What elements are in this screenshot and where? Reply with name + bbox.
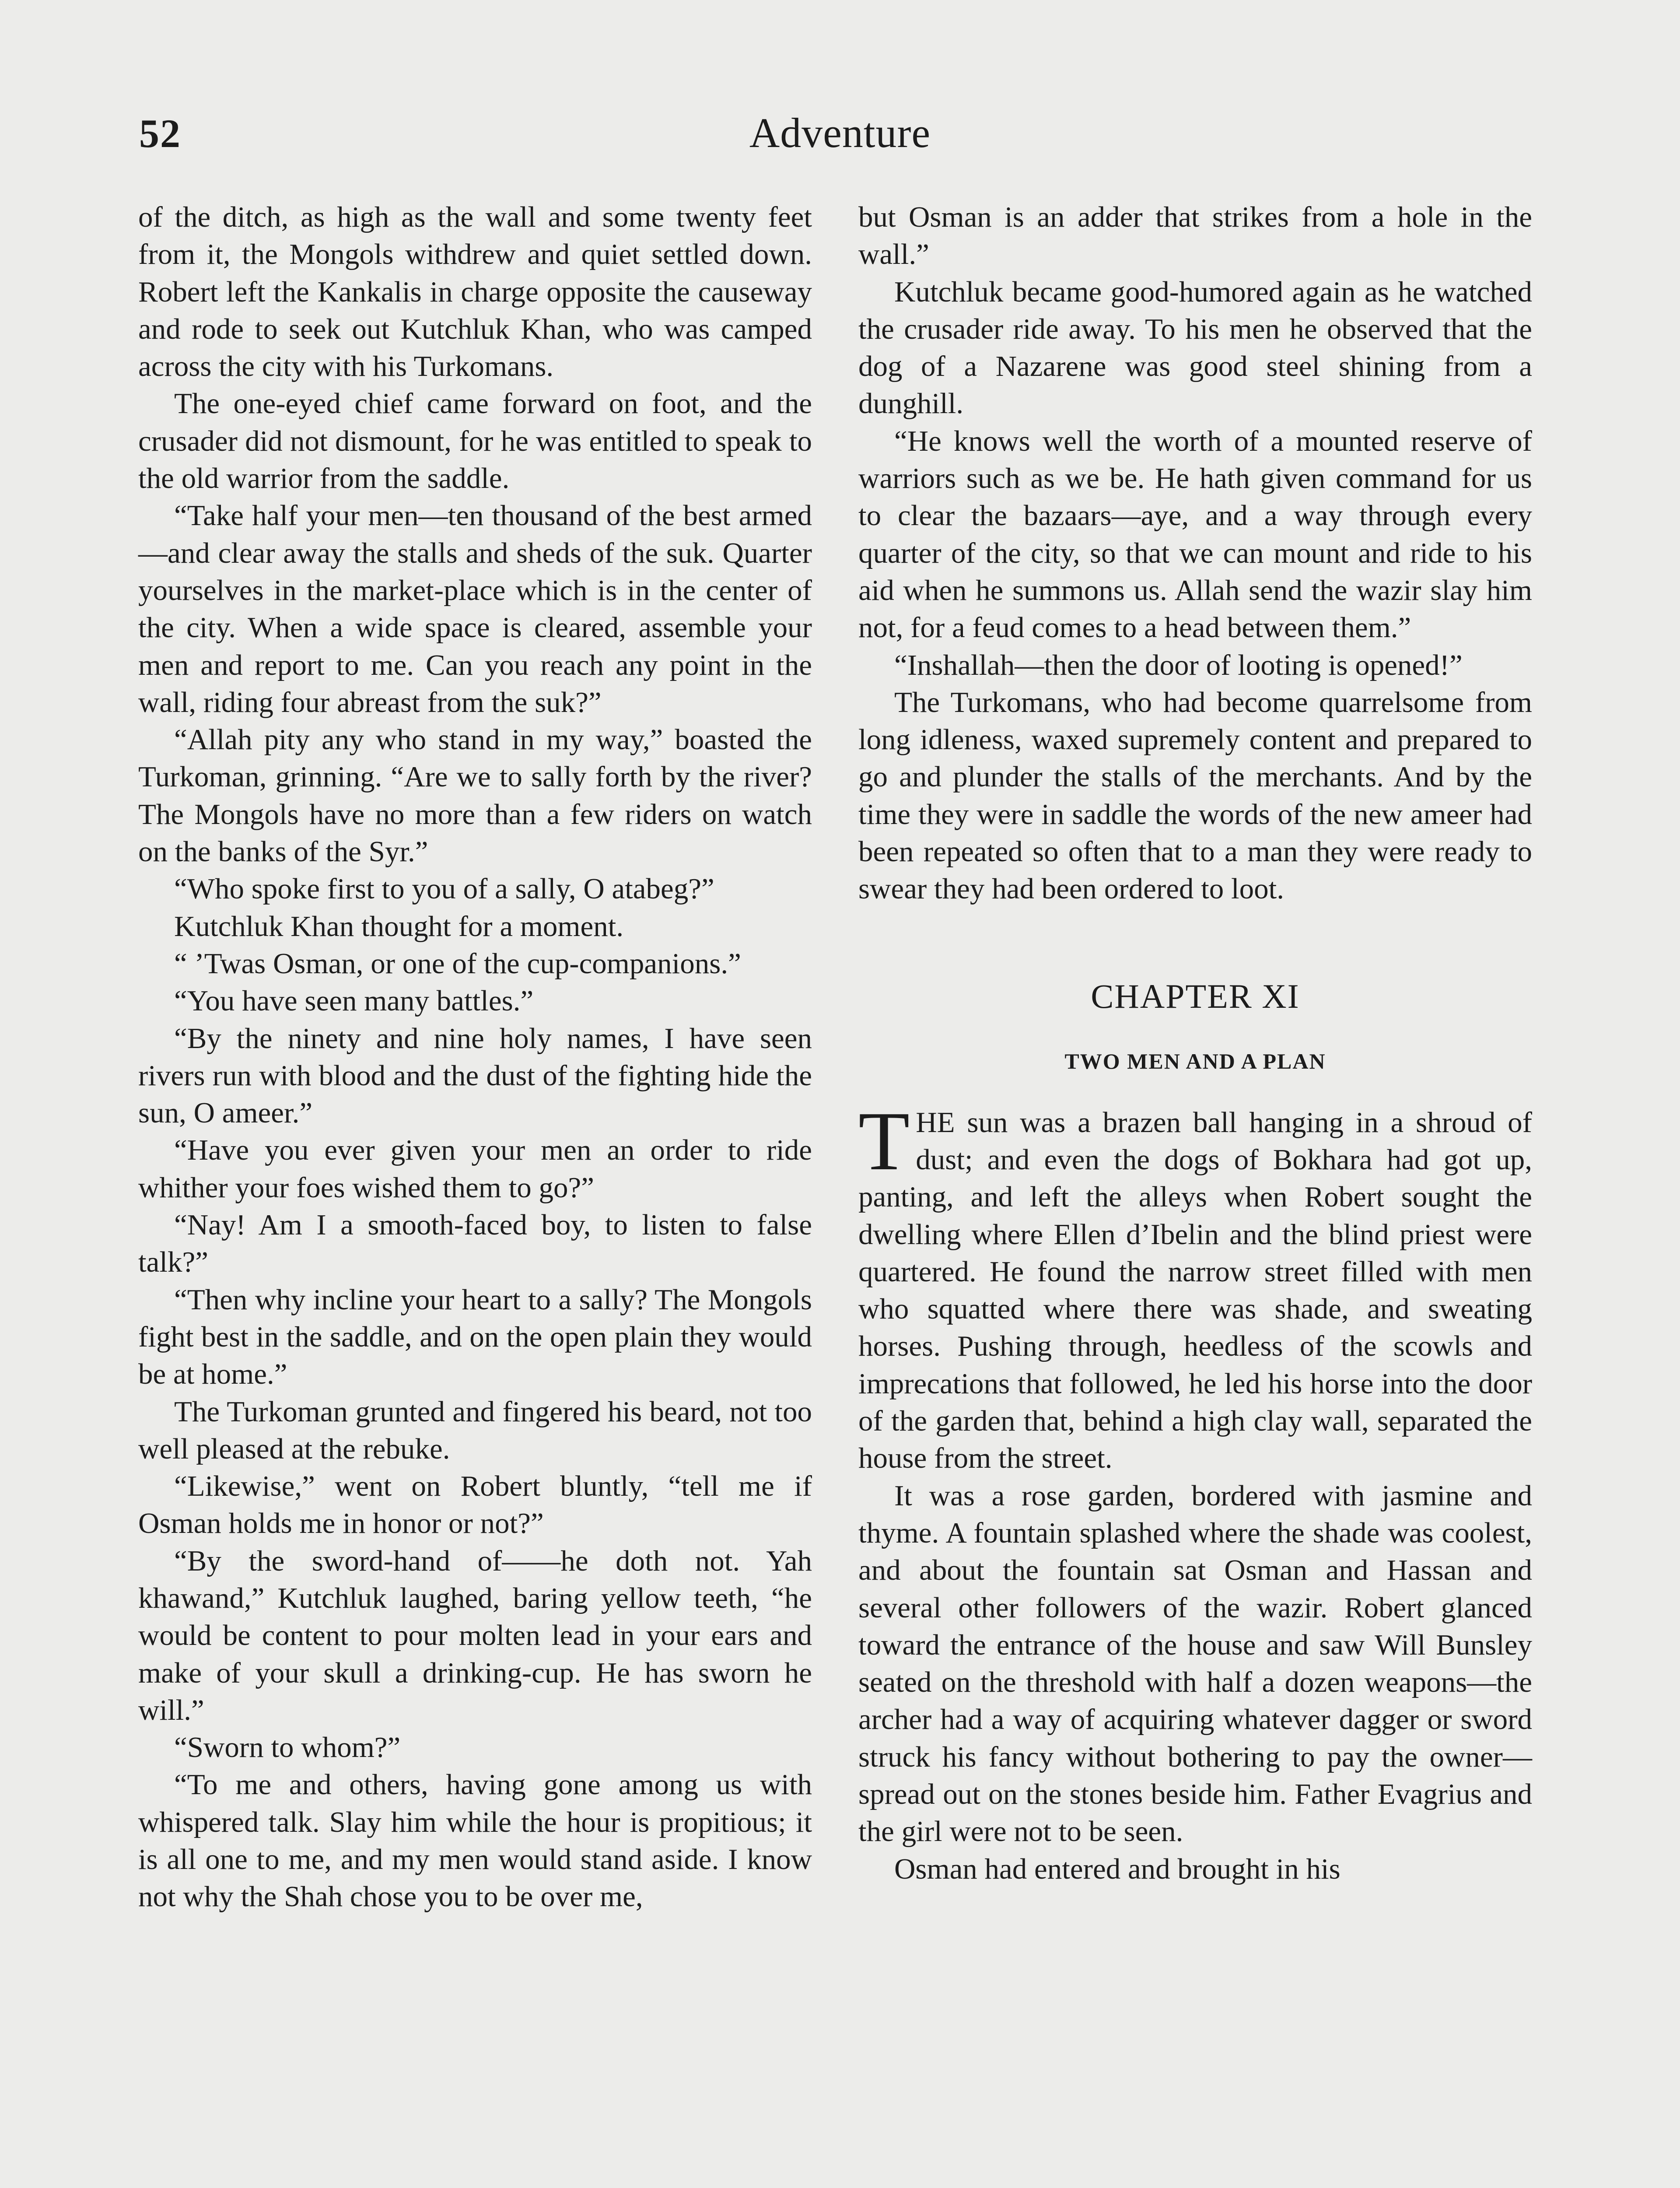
chapter-subtitle: TWO MEN AND A PLAN <box>1064 1048 1326 1073</box>
paragraph: The Turkoman grunted and fingered his beard, not too well pleased at the rebuke. <box>138 1395 812 1465</box>
paragraph: The one-eyed chief came forward on foot, and the crusader did not dismount, for he was entitled to speak to the old warrior from the saddle. <box>138 387 812 495</box>
chapter-body <box>858 1094 1532 1888</box>
chapter-title: CHAPTER XI <box>1091 977 1300 1015</box>
paragraph: Osman had entered and brought in his <box>894 1852 1340 1885</box>
paragraph: “Have you ever given your men an order to ride whither your foes wished them to go?” <box>138 1134 812 1204</box>
paragraph: Kutchluk became good-humored again as he watched the crusader ride away. To his men he observed that the dog of a Nazarene was good steel shining from a dunghill. <box>858 275 1532 420</box>
paragraph: “You have seen many battles.” <box>174 985 534 1017</box>
chapter-opening-paragraph <box>858 1094 1532 1477</box>
paragraph: but Osman is an adder that strikes from a hole in the wall.” <box>858 201 1532 271</box>
paragraph: “Who spoke first to you of a sally, O atabeg?” <box>174 873 714 905</box>
running-title: Adventure <box>749 109 931 156</box>
paragraph: “Nay! Am I a smooth-faced boy, to listen to false talk?” <box>138 1209 812 1279</box>
paragraph: “Inshallah—then the door of looting is opened!” <box>894 649 1463 681</box>
drop-cap: T <box>858 1094 910 1188</box>
paragraph: of the ditch, as high as the wall and some twenty feet from it, the Mongols withdrew and quiet settled down. Robert left the Kankalis in charge opposite the causeway and rode to seek out Kutchluk Khan, who was camped across the city with his Turkomans. <box>138 201 812 383</box>
paragraph: “By the sword-hand of——he doth not. Yah khawand,” Kutchluk laughed, baring yellow teeth, “he would be content to pour molten lead in your ears and make of your skull a drinking-cup. He has sworn he will.” <box>138 1544 812 1726</box>
paragraph: It was a rose garden, bordered with jasmine and thyme. A fountain splashed where the shade was coolest, and about the fountain sat Osman and Hassan and several other followers of the wazir. Robert glanced toward the entrance of the house and saw Will Bunsley seated on the threshold with half a dozen weapons—the archer had a way of acquiring whatever dagger or sword struck his fancy without bothering to pay the owner—spread out on the stones beside him. Father Evagrius and the girl were not to be seen. <box>858 1479 1532 1848</box>
paragraph: “ ’Twas Osman, or one of the cup-companions.” <box>174 947 741 980</box>
paragraph: “Allah pity any who stand in my way,” boasted the Turkoman, grinning. “Are we to sally forth by the river? The Mongols have no more than a few riders on watch on the banks of the Syr.” <box>138 723 812 868</box>
paragraph: Kutchluk Khan thought for a moment. <box>174 910 624 943</box>
right-column <box>858 199 1532 1888</box>
opening-text: HE sun was a brazen ball hanging in a shroud of dust; and even the dogs of Bokhara had got up, panting, and left the alleys when Robert sought the dwelling where Ellen d’Ibelin and the blind priest were quartered. He found the narrow street filled with men who squatted where there was shade, and sweating horses. Pushing through, heedless of the scowls and imprecations that followed, he led his horse into the door of the garden that, behind a high clay wall, separated the house from the street. <box>858 1106 1532 1475</box>
left-column <box>138 199 812 1916</box>
paragraph: “He knows well the worth of a mounted reserve of warriors such as we be. He hath given command for us to clear the bazaars—aye, and a way through every quarter of the city, so that we can mount and ride to his aid when he summons us. Allah send the wazir slay him not, for a feud comes to a head between them.” <box>858 424 1532 644</box>
paragraph: “Then why incline your heart to a sally? The Mongols fight best in the saddle, and on the open plain they would be at home.” <box>138 1283 812 1391</box>
page-number: 52 <box>139 111 181 156</box>
paragraph: “Take half your men—ten thousand of the best armed—and clear away the stalls and sheds of the suk. Quarter yourselves in the market-place which is in the center of the city. When a wide space is cleared, assemble your men and report to me. Can you reach any point in the wall, riding four abreast from the suk?” <box>138 499 812 719</box>
paragraph: The Turkomans, who had become quarrelsome from long idleness, waxed supremely content and prepared to go and plunder the stalls of the merchants. And by the time they were in saddle the words of the new ameer had been repeated so often that to a man they were ready to swear they had been ordered to loot. <box>858 686 1532 905</box>
paragraph: “Sworn to whom?” <box>174 1731 401 1764</box>
paragraph: “By the ninety and nine holy names, I have seen rivers run with blood and the dust of the fighting hide the sun, O ameer.” <box>138 1022 812 1129</box>
paragraph: “Likewise,” went on Robert bluntly, “tell me if Osman holds me in honor or not?” <box>138 1470 812 1540</box>
paragraph: “To me and others, having gone among us with whispered talk. Slay him while the hour is propitious; it is all one to me, and my men would stand aside. I know not why the Shah chose you to be over me, <box>138 1768 812 1913</box>
